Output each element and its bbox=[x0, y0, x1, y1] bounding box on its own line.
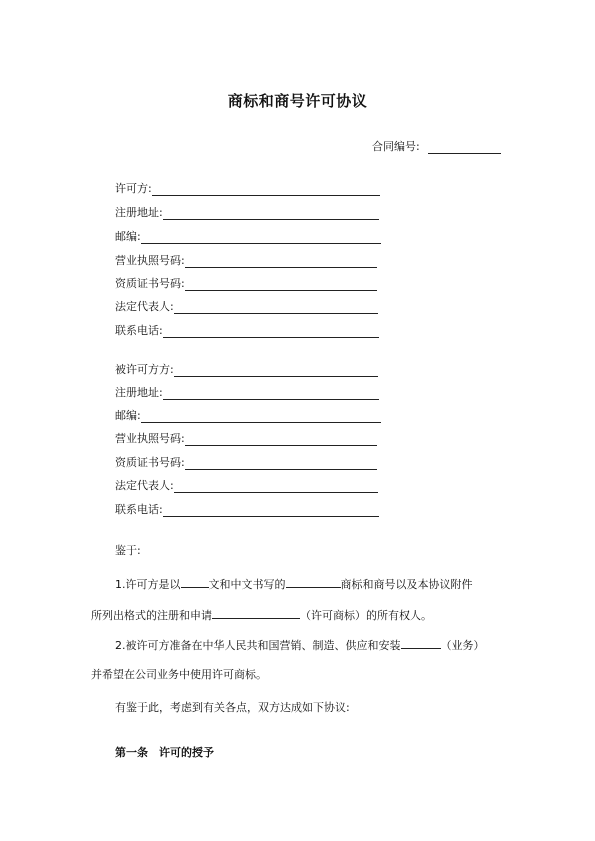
licensee-rep-blank[interactable] bbox=[174, 480, 378, 493]
licensee-rep-label: 法定代表人: bbox=[115, 479, 174, 492]
licensee-license-no-label: 营业执照号码: bbox=[115, 432, 185, 445]
clause-1-text-c: 商标和商号以及本协议附件 bbox=[340, 578, 473, 591]
licensee-postcode-label: 邮编: bbox=[115, 409, 141, 422]
licensee-license-no-field bbox=[115, 430, 377, 446]
licensor-name-label: 许可方: bbox=[115, 182, 152, 195]
article-1-heading: 第一条 许可的授予 bbox=[115, 746, 214, 759]
clause-1-line-1 bbox=[115, 575, 473, 593]
licensee-phone-blank[interactable] bbox=[163, 504, 379, 517]
clause-2-text-a: 2.被许可方准备在中华人民共和国营销、制造、供应和安装 bbox=[115, 639, 401, 652]
licensee-name-blank[interactable] bbox=[174, 364, 378, 377]
licensor-name-blank[interactable] bbox=[152, 183, 380, 196]
trademark-blank[interactable] bbox=[286, 575, 341, 588]
registration-blank[interactable] bbox=[212, 606, 300, 619]
licensor-cert-no-label: 资质证书号码: bbox=[115, 277, 185, 290]
licensee-address-blank[interactable] bbox=[163, 387, 379, 400]
licensee-phone-label: 联系电话: bbox=[115, 503, 163, 516]
clause-2-line-1 bbox=[115, 636, 485, 654]
whereas-label: 鉴于: bbox=[115, 544, 141, 557]
licensee-license-no-blank[interactable] bbox=[185, 433, 377, 446]
contract-number-blank[interactable] bbox=[428, 141, 501, 154]
licensor-phone-field bbox=[115, 322, 379, 338]
licensee-cert-no-label: 资质证书号码: bbox=[115, 456, 185, 469]
licensor-name-field bbox=[115, 180, 380, 196]
clause-1-text-e: （许可商标）的所有权人。 bbox=[300, 609, 432, 622]
licensee-cert-no-blank[interactable] bbox=[185, 457, 377, 470]
licensee-name-label: 被许可方方: bbox=[115, 363, 174, 376]
clause-1-text-a: 1.许可方是以 bbox=[115, 578, 181, 591]
licensor-rep-blank[interactable] bbox=[174, 301, 378, 314]
licensor-address-blank[interactable] bbox=[163, 207, 379, 220]
licensor-rep-label: 法定代表人: bbox=[115, 300, 174, 313]
licensor-postcode-blank[interactable] bbox=[141, 231, 381, 244]
licensor-phone-label: 联系电话: bbox=[115, 324, 163, 337]
licensor-cert-no-blank[interactable] bbox=[185, 278, 377, 291]
licensor-phone-blank[interactable] bbox=[163, 325, 379, 338]
licensee-postcode-blank[interactable] bbox=[141, 410, 381, 423]
licensor-address-label: 注册地址: bbox=[115, 206, 163, 219]
agreement-intro: 有鉴于此，考虑到有关各点，双方达成如下协议: bbox=[115, 701, 350, 714]
contract-number-field bbox=[372, 138, 501, 154]
clause-1-line-2 bbox=[91, 606, 432, 624]
clause-2-text-b: （业务） bbox=[440, 639, 485, 652]
licensee-address-label: 注册地址: bbox=[115, 386, 163, 399]
contract-number-label: 合同编号: bbox=[372, 140, 420, 153]
licensee-name-field bbox=[115, 361, 378, 377]
licensor-postcode-field bbox=[115, 228, 381, 244]
licensor-address-field bbox=[115, 204, 379, 220]
licensor-postcode-label: 邮编: bbox=[115, 230, 141, 243]
licensor-license-no-blank[interactable] bbox=[185, 255, 377, 268]
language-blank[interactable] bbox=[181, 575, 209, 588]
licensee-address-field bbox=[115, 384, 379, 400]
clause-1-text-d: 所列出格式的注册和申请 bbox=[91, 609, 212, 622]
business-blank[interactable] bbox=[401, 636, 441, 649]
licensee-postcode-field bbox=[115, 407, 381, 423]
licensor-license-no-label: 营业执照号码: bbox=[115, 254, 185, 267]
licensee-cert-no-field bbox=[115, 454, 377, 470]
document-title: 商标和商号许可协议 bbox=[227, 92, 368, 110]
licensee-phone-field bbox=[115, 501, 379, 517]
licensor-cert-no-field bbox=[115, 275, 377, 291]
clause-2-line-2: 并希望在公司业务中使用许可商标。 bbox=[91, 668, 267, 681]
licensee-rep-field bbox=[115, 477, 378, 493]
licensor-license-no-field bbox=[115, 252, 377, 268]
clause-1-text-b: 文和中文书写的 bbox=[208, 578, 286, 591]
licensor-rep-field bbox=[115, 298, 378, 314]
